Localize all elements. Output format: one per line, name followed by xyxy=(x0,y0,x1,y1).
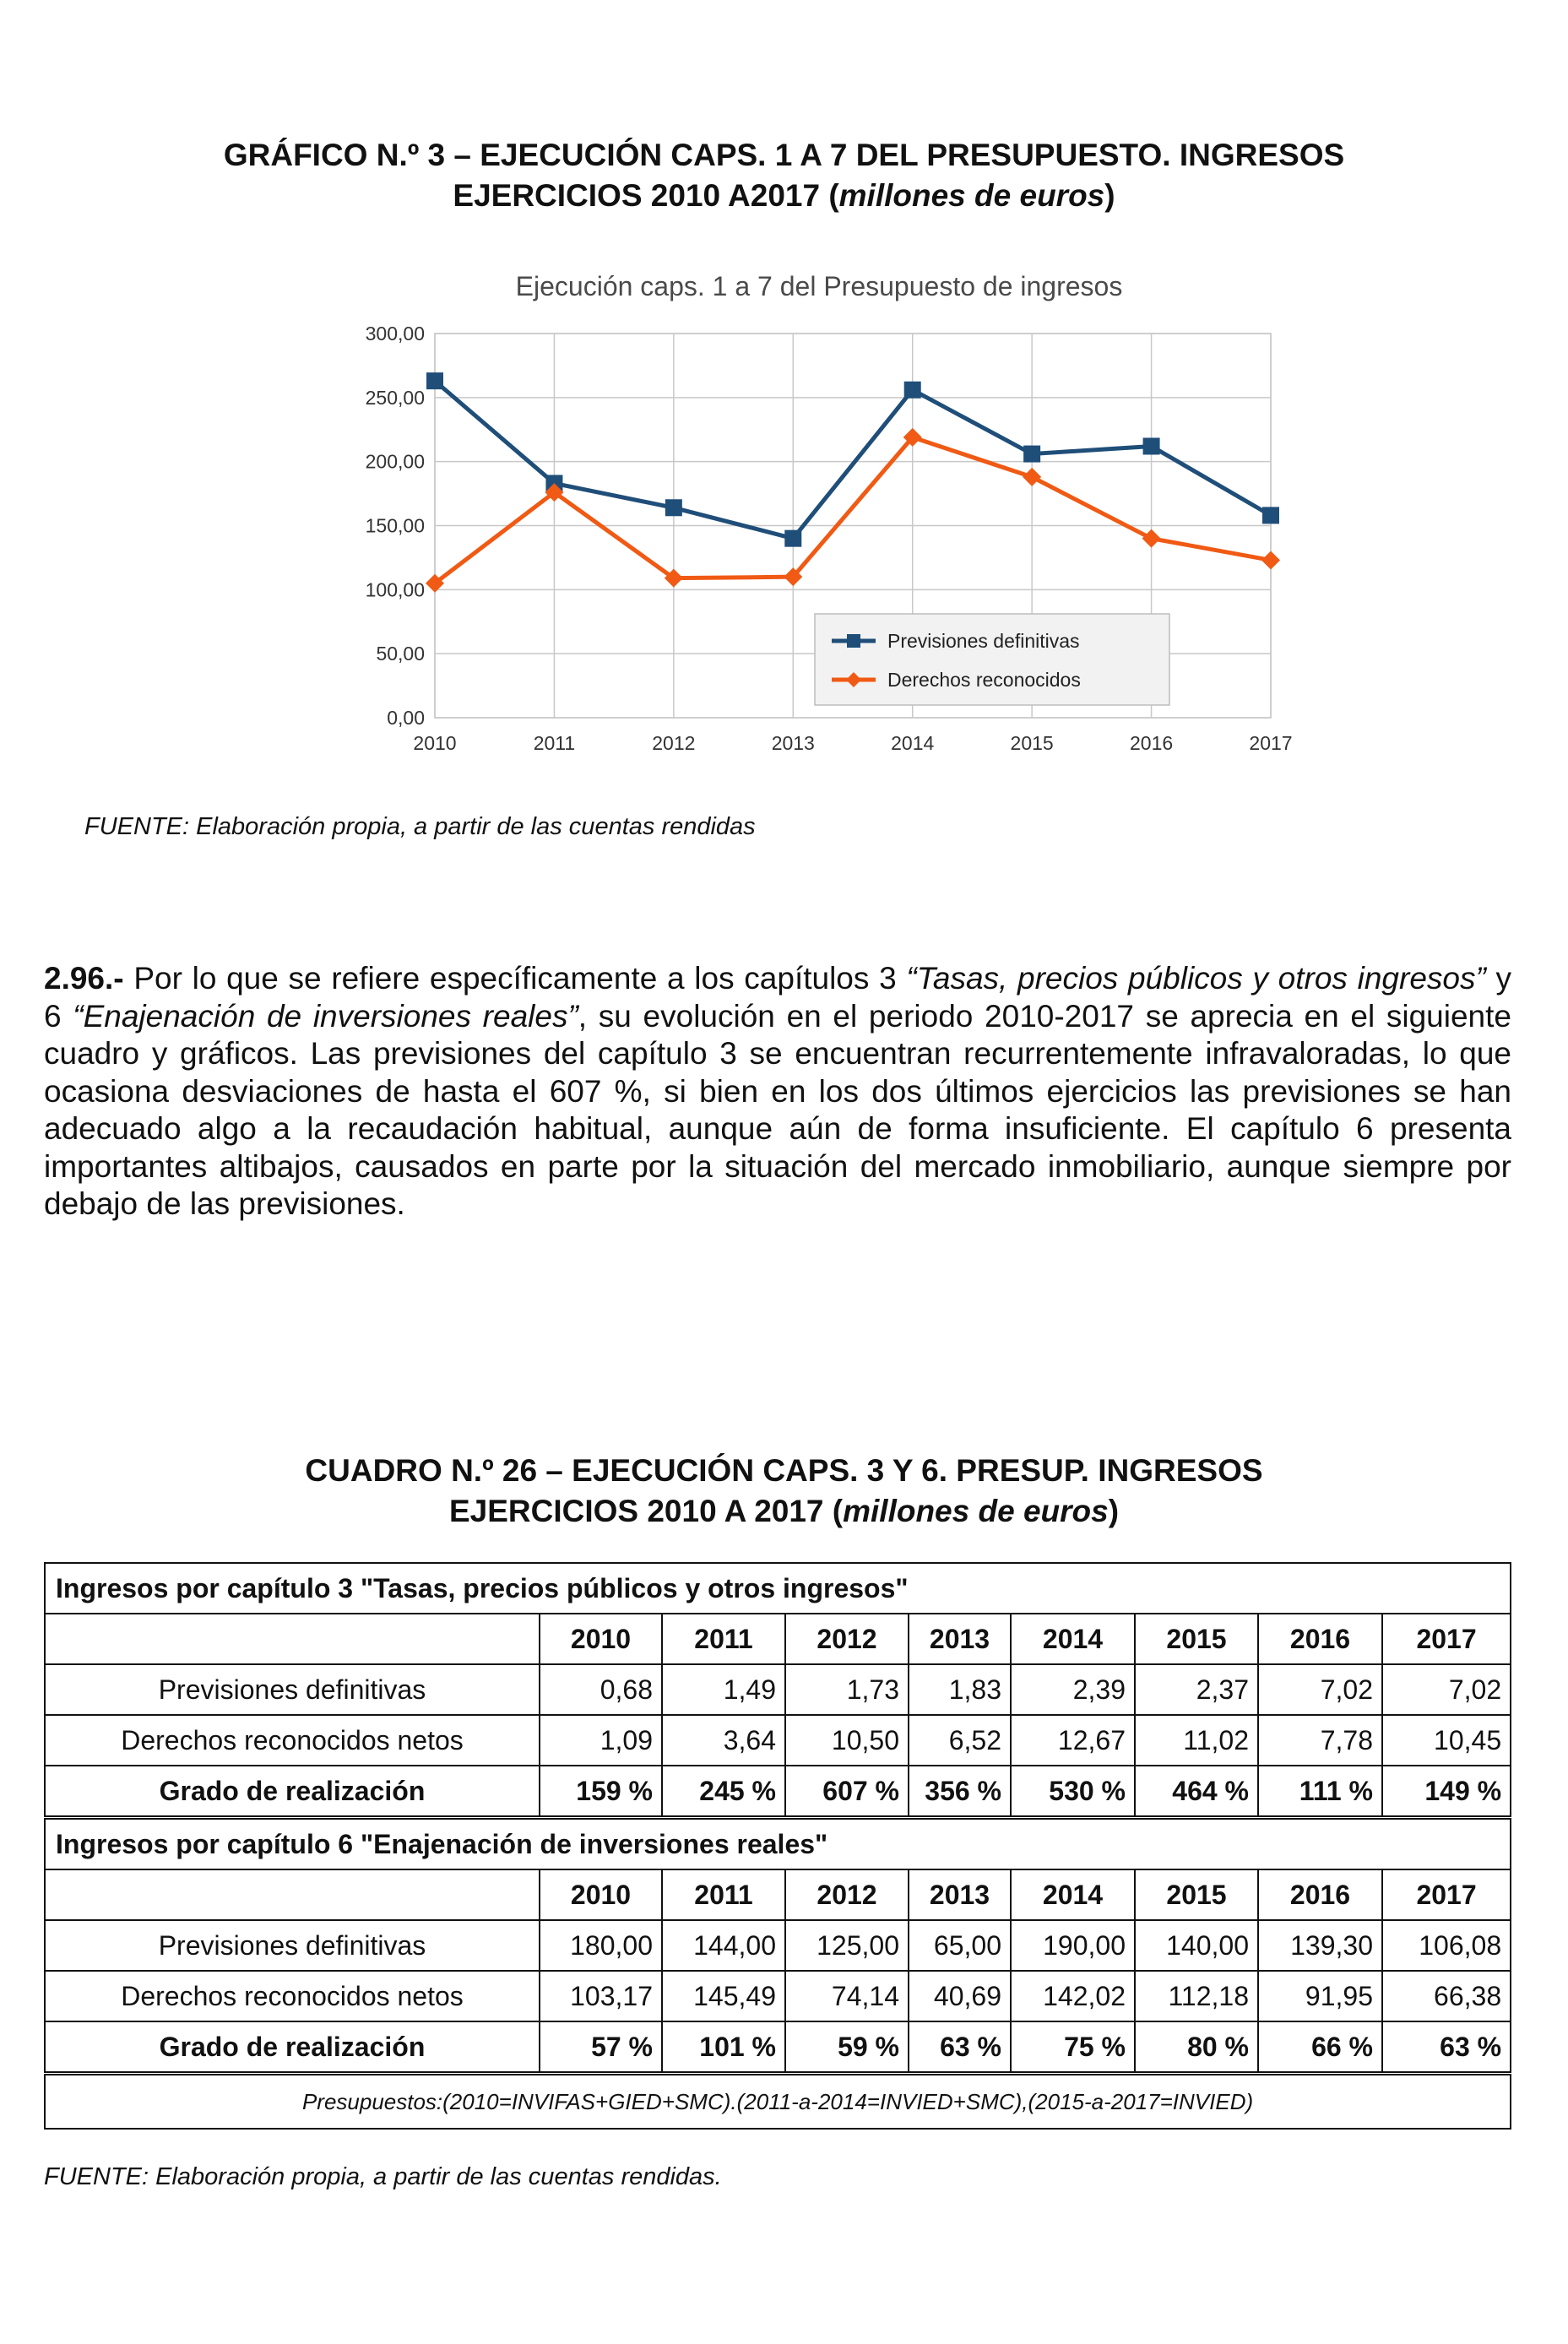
data-point xyxy=(1143,437,1160,454)
table-cell: 530 % xyxy=(1011,1766,1135,1818)
x-tick-label: 2013 xyxy=(771,732,815,754)
table-title-line2 xyxy=(0,1491,1568,1532)
table-cell: 101 % xyxy=(662,2021,785,2074)
table-row xyxy=(45,1664,1511,1715)
row-label: Previsiones definitivas xyxy=(45,1664,540,1715)
table-cell: 1,73 xyxy=(785,1664,909,1715)
year-header: 2016 xyxy=(1258,1869,1382,1920)
table-cell: 245 % xyxy=(662,1766,785,1818)
y-tick-label: 300,00 xyxy=(365,323,425,345)
table-source: FUENTE: Elaboración propia, a partir de las cuentas rendidas. xyxy=(44,2163,722,2190)
year-header-blank xyxy=(45,1614,540,1664)
table-row xyxy=(45,1715,1511,1766)
table-cell: 142,02 xyxy=(1011,1971,1135,2021)
table-cell: 12,67 xyxy=(1011,1715,1135,1766)
table-cell: 106,08 xyxy=(1382,1920,1511,1971)
paragraph-quote: “Enajenación de inversiones reales” xyxy=(73,998,578,1034)
table-cell: 112,18 xyxy=(1135,1971,1258,2021)
figure-title-close: ) xyxy=(1104,178,1115,213)
figure-title-units: millones de euros xyxy=(838,178,1105,213)
table-cell: 2,39 xyxy=(1011,1664,1135,1715)
table-title-line1: CUADRO N.º 26 – EJECUCIÓN CAPS. 3 Y 6. PRESUP. INGRESOS xyxy=(305,1453,1263,1488)
year-header: 2015 xyxy=(1135,1869,1258,1920)
x-tick-label: 2010 xyxy=(413,732,457,754)
data-table xyxy=(44,1562,1511,2130)
year-header: 2016 xyxy=(1258,1614,1382,1664)
data-point xyxy=(665,499,682,516)
table-cell: 7,02 xyxy=(1258,1664,1382,1715)
table-row xyxy=(45,1920,1511,1971)
legend-label: Previsiones definitivas xyxy=(887,630,1080,652)
table-row xyxy=(45,2021,1511,2074)
row-label: Derechos reconocidos netos xyxy=(45,1715,540,1766)
x-tick-label: 2012 xyxy=(652,732,696,754)
year-header: 2012 xyxy=(785,1614,909,1664)
y-tick-label: 100,00 xyxy=(365,578,425,601)
year-header: 2010 xyxy=(540,1614,662,1664)
table-cell: 144,00 xyxy=(662,1920,785,1971)
table-cell: 2,37 xyxy=(1135,1664,1258,1715)
data-point xyxy=(1023,446,1040,463)
table-cell: 149 % xyxy=(1382,1766,1511,1818)
row-label: Grado de realización xyxy=(45,1766,540,1818)
table-cell: 356 % xyxy=(909,1766,1011,1818)
table-cell: 1,49 xyxy=(662,1664,785,1715)
section-heading: Ingresos por capítulo 6 "Enajenación de inversiones reales" xyxy=(45,1818,1511,1870)
table-cell: 6,52 xyxy=(909,1715,1011,1766)
table-cell: 40,69 xyxy=(909,1971,1011,2021)
table-cell: 180,00 xyxy=(540,1920,662,1971)
table-cell: 1,83 xyxy=(909,1664,1011,1715)
table-cell: 111 % xyxy=(1258,1766,1382,1818)
table-title-close: ) xyxy=(1108,1494,1120,1528)
paragraph-text: y 6 xyxy=(44,961,1511,1034)
legend xyxy=(815,614,1169,705)
year-header: 2017 xyxy=(1382,1869,1511,1920)
x-tick-label: 2011 xyxy=(533,732,576,754)
table-cell: 125,00 xyxy=(785,1920,909,1971)
table-cell: 140,00 xyxy=(1135,1920,1258,1971)
table-cell: 10,45 xyxy=(1382,1715,1511,1766)
table-cell: 59 % xyxy=(785,2021,909,2074)
footnote-row xyxy=(45,2074,1511,2130)
table-title xyxy=(0,1451,1568,1532)
year-header-row xyxy=(45,1869,1511,1920)
table-cell: 63 % xyxy=(909,2021,1011,2074)
paragraph-quote: “Tasas, precios públicos y otros ingresos” xyxy=(906,961,1486,996)
y-tick-label: 0,00 xyxy=(387,707,425,729)
y-tick-label: 50,00 xyxy=(376,643,425,665)
line-chart xyxy=(355,258,1293,781)
year-header: 2015 xyxy=(1135,1614,1258,1664)
year-header-blank xyxy=(45,1869,540,1920)
table-cell: 139,30 xyxy=(1258,1920,1382,1971)
table-cell: 159 % xyxy=(540,1766,662,1818)
figure-title-line2 xyxy=(0,176,1568,216)
table-row xyxy=(45,1766,1511,1818)
y-tick-label: 250,00 xyxy=(365,386,425,409)
data-point xyxy=(784,530,801,547)
table-cell: 80 % xyxy=(1135,2021,1258,2074)
section-heading: Ingresos por capítulo 3 "Tasas, precios públicos y otros ingresos" xyxy=(45,1563,1511,1614)
table-cell: 65,00 xyxy=(909,1920,1011,1971)
year-header: 2012 xyxy=(785,1869,909,1920)
year-header: 2014 xyxy=(1011,1614,1135,1664)
section-heading-row xyxy=(45,1818,1511,1870)
table-cell: 75 % xyxy=(1011,2021,1135,2074)
body-paragraph xyxy=(44,960,1511,1224)
legend-marker xyxy=(847,634,860,648)
year-header: 2011 xyxy=(662,1614,785,1664)
year-header: 2013 xyxy=(909,1869,1011,1920)
figure-title-line1: GRÁFICO N.º 3 – EJECUCIÓN CAPS. 1 A 7 DEL PRESUPUESTO. INGRESOS xyxy=(223,138,1345,172)
table-cell: 63 % xyxy=(1382,2021,1511,2074)
table-cell: 145,49 xyxy=(662,1971,785,2021)
table-cell: 464 % xyxy=(1135,1766,1258,1818)
table-row xyxy=(45,1971,1511,2021)
chart-title: Ejecución caps. 1 a 7 del Presupuesto de ingresos xyxy=(515,271,1123,301)
data-point xyxy=(904,382,921,399)
row-label: Grado de realización xyxy=(45,2021,540,2074)
row-label: Derechos reconocidos netos xyxy=(45,1971,540,2021)
year-header-row xyxy=(45,1614,1511,1664)
legend-box xyxy=(815,614,1169,705)
figure-title-part: EJERCICIOS 2010 A2017 ( xyxy=(453,178,839,213)
section-heading-row xyxy=(45,1563,1511,1614)
y-tick-label: 200,00 xyxy=(365,450,425,473)
table-cell: 103,17 xyxy=(540,1971,662,2021)
table-cell: 66,38 xyxy=(1382,1971,1511,2021)
year-header: 2017 xyxy=(1382,1614,1511,1664)
x-tick-label: 2017 xyxy=(1249,732,1293,754)
x-tick-label: 2015 xyxy=(1010,732,1054,754)
table-cell: 7,02 xyxy=(1382,1664,1511,1715)
table-cell: 0,68 xyxy=(540,1664,662,1715)
data-point xyxy=(1262,507,1279,524)
y-tick-label: 150,00 xyxy=(365,514,425,537)
paragraph-text: Por lo que se refiere específicamente a los capítulos 3 xyxy=(123,961,907,996)
data-point xyxy=(426,372,443,389)
table-cell: 74,14 xyxy=(785,1971,909,2021)
x-tick-label: 2014 xyxy=(891,732,935,754)
paragraph-number: 2.96.- xyxy=(44,961,124,996)
table-cell: 57 % xyxy=(540,2021,662,2074)
table-cell: 607 % xyxy=(785,1766,909,1818)
table-cell: 7,78 xyxy=(1258,1715,1382,1766)
year-header: 2010 xyxy=(540,1869,662,1920)
year-header: 2011 xyxy=(662,1869,785,1920)
table-cell: 91,95 xyxy=(1258,1971,1382,2021)
table-title-units: millones de euros xyxy=(843,1494,1109,1528)
table-cell: 10,50 xyxy=(785,1715,909,1766)
row-label: Previsiones definitivas xyxy=(45,1920,540,1971)
figure-source: FUENTE: Elaboración propia, a partir de las cuentas rendidas xyxy=(84,813,756,840)
table-cell: 11,02 xyxy=(1135,1715,1258,1766)
table-footnote: Presupuestos:(2010=INVIFAS+GIED+SMC).(2011-a-2014=INVIED+SMC),(2015-a-2017=INVIED) xyxy=(45,2074,1511,2130)
x-tick-label: 2016 xyxy=(1129,732,1174,754)
table-cell: 190,00 xyxy=(1011,1920,1135,1971)
year-header: 2013 xyxy=(909,1614,1011,1664)
figure-title xyxy=(0,135,1568,216)
paragraph-text: , su evolución en el periodo 2010-2017 se aprecia en el siguiente cuadro y gráficos. Las previsiones del capítulo 3 se encuentran recurrentemente infravaloradas, lo que ocasiona desviaciones de hasta el 607 %, si bien en los dos últimos ejercicios las previsiones se han adecuado algo a la recaudación habitual, aunque aún de forma insuficiente. El capítulo 6 presenta importantes altibajos, causados en parte por la situación del mercado inmobiliario, aunque siempre por debajo de las previsiones. xyxy=(44,998,1511,1221)
table-cell: 1,09 xyxy=(540,1715,662,1766)
table-cell: 3,64 xyxy=(662,1715,785,1766)
year-header: 2014 xyxy=(1011,1869,1135,1920)
table-cell: 66 % xyxy=(1258,2021,1382,2074)
legend-label: Derechos reconocidos xyxy=(887,669,1081,691)
table-title-part: EJERCICIOS 2010 A 2017 ( xyxy=(448,1494,844,1528)
